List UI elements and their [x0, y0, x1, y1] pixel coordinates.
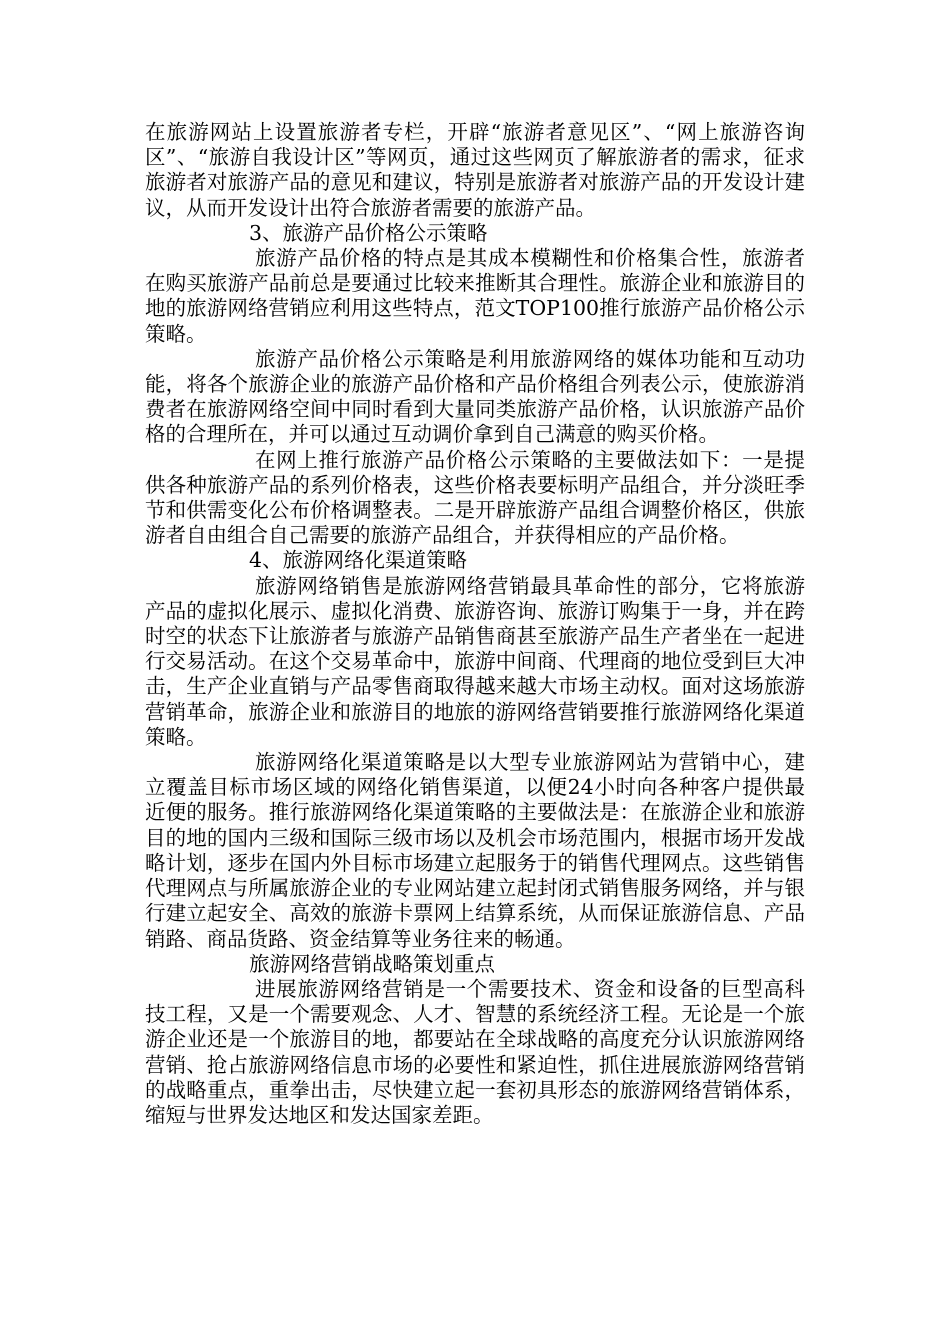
paragraph-strategic-focus: 进展旅游网络营销是一个需要技术、资金和设备的巨型高科技工程，又是一个需要观念、人才、智慧的系统经济工程。无论是一个旅游企业还是一个旅游目的地，都要站在全球战略的高度充分认识旅游网络营销、抢占旅游网络信息市场的必要性和紧迫性，抓住进展旅游网络营销的战略重点，重拳出击，尽快建立起一套初具形态的旅游网络营销体系，缩短与世界发达地区和发达国家差距。 [145, 976, 805, 1127]
paragraph-price-characteristics: 旅游产品价格的特点是其成本模糊性和价格集合性，旅游者在购买旅游产品前总是要通过比较来推断其合理性。旅游企业和旅游目的地的旅游网络营销应利用这些特点，范文TOP100推行旅游产品价格公示策略。 [145, 246, 805, 346]
section-heading-price-disclosure: 3、旅游产品价格公示策略 [249, 220, 488, 245]
section-heading-network-channel: 4、旅游网络化渠道策略 [249, 548, 468, 573]
document-body [145, 120, 805, 1128]
paragraph-price-disclosure-strategy: 旅游产品价格公示策略是利用旅游网络的媒体功能和互动功能，将各个旅游企业的旅游产品价格和产品价格组合列表公示，使旅游消费者在旅游网络空间中同时看到大量同类旅游产品价格，认识旅游产品价格的合理所在，并可以通过互动调价拿到自己满意的购买价格。 [145, 346, 805, 447]
paragraph-network-channel-strategy: 旅游网络化渠道策略是以大型专业旅游网站为营销中心，建立覆盖目标市场区域的网络化销售渠道，以便24小时向各种客户提供最近便的服务。推行旅游网络化渠道策略的主要做法是：在旅游企业和旅游目的地的国内三级和国际三级市场以及机会市场范围内，根据市场开发战略计划，逐步在国内外目标市场建立起服务于的销售代理网点。这些销售代理网点与所属旅游企业的专业网站建立起封闭式销售服务网络，并与银行建立起安全、高效的旅游卡票网上结算系统，从而保证旅游信息、产品销路、商品货路、资金结算等业务往来的畅通。 [145, 750, 805, 951]
paragraph-price-disclosure-methods: 在网上推行旅游产品价格公示策略的主要做法如下：一是提供各种旅游产品的系列价格表，这些价格表要标明产品组合，并分淡旺季节和供需变化公布价格调整表。二是开辟旅游产品组合调整价格区，供旅游者自由组合自己需要的旅游产品组合，并获得相应的产品价格。 [145, 447, 805, 548]
paragraph-network-sales: 旅游网络销售是旅游网络营销最具革命性的部分，它将旅游产品的虚拟化展示、虚拟化消费、旅游咨询、旅游订购集于一身，并在跨时空的状态下让旅游者与旅游产品销售商甚至旅游产品生产者坐在一起进行交易活动。在这个交易革命中，旅游中间商、代理商的地位受到巨大冲击，生产企业直销与产品零售商取得越来越大市场主动权。面对这场旅游营销革命，旅游企业和旅游目的地旅的游网络营销要推行旅游网络化渠道策略。 [145, 573, 805, 749]
section-heading-strategic-focus: 旅游网络营销战略策划重点 [249, 951, 495, 976]
paragraph-tourist-column: 在旅游网站上设置旅游者专栏，开辟“旅游者意见区”、“网上旅游咨询区”、“旅游自我设计区”等网页，通过这些网页了解旅游者的需求，征求旅游者对旅游产品的意见和建议，特别是旅游者对旅游产品的开发设计建议，从而开发设计出符合旅游者需要的旅游产品。 [145, 120, 805, 220]
